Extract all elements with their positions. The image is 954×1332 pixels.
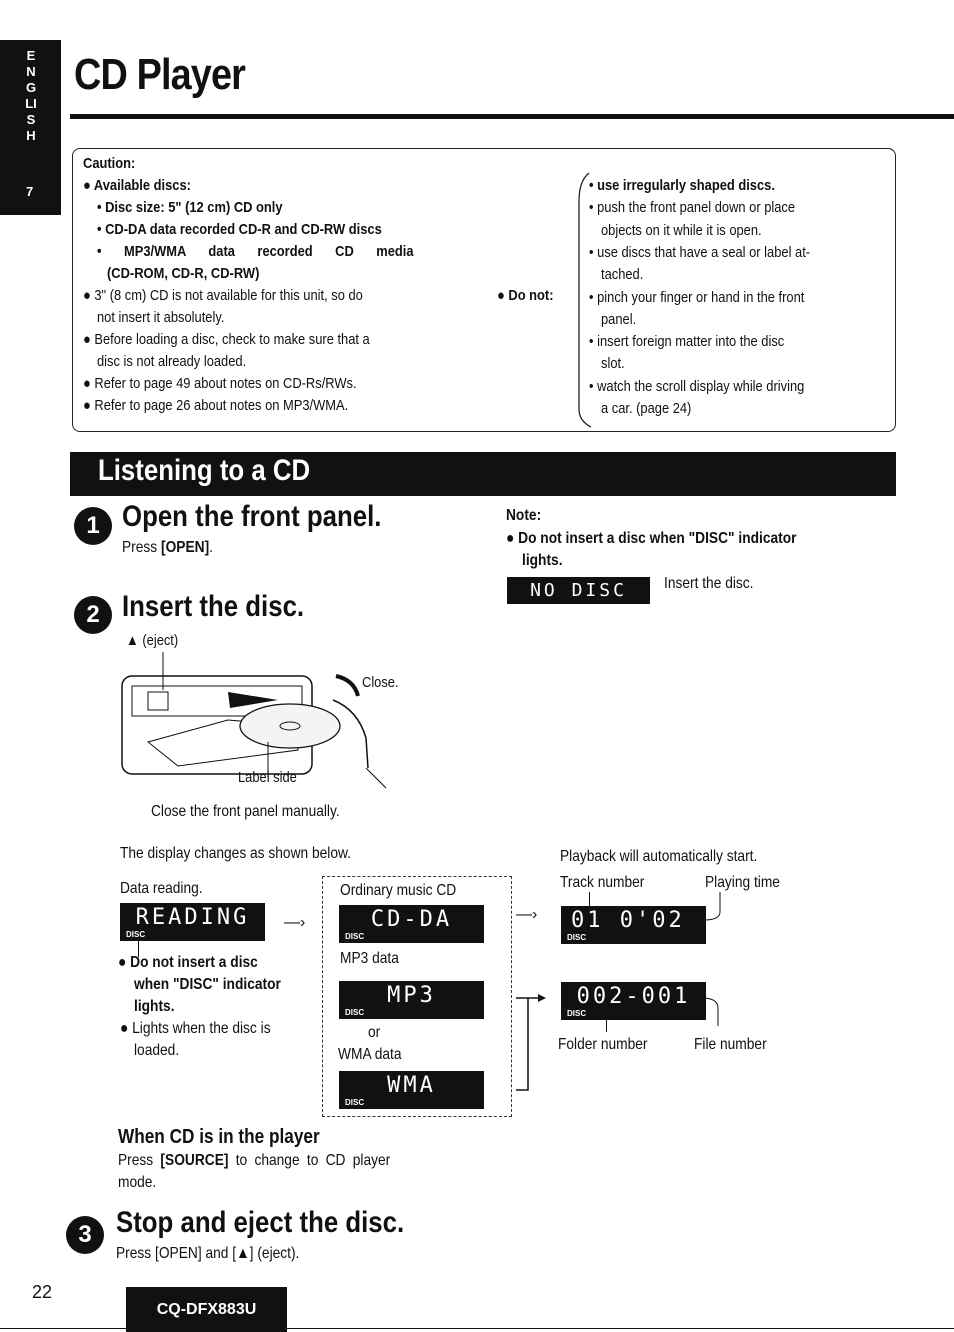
wma-display: WMA DISC xyxy=(339,1071,484,1109)
step-1-heading: Open the front panel. xyxy=(122,500,382,533)
caution-heading: Caution: xyxy=(83,155,136,172)
do-not-item: • watch the scroll display while driving xyxy=(589,377,805,395)
cdda-item: • CD-DA data recorded CD-R and CD-RW discs xyxy=(97,221,382,238)
section-header xyxy=(70,452,896,496)
lights-line-1: ● Lights when the disc is xyxy=(120,1020,271,1037)
note-loading: ● Before loading a disc, check to make sure that a xyxy=(83,331,370,348)
do-not-item: • use irregularly shaped discs. xyxy=(589,177,775,194)
footer-rule xyxy=(0,1328,954,1329)
lights-line-2: loaded. xyxy=(134,1042,180,1059)
source-key: [SOURCE] xyxy=(160,1152,229,1169)
when-cd-heading: When CD is in the player xyxy=(118,1126,320,1148)
do-not-item-cont: a car. (page 24) xyxy=(601,400,692,417)
note-cdr: ● Refer to page 49 about notes on CD-Rs/RWs. xyxy=(83,375,357,392)
open-key: [OPEN] xyxy=(160,539,210,556)
do-not-item: • use discs that have a seal or label at- xyxy=(589,243,811,261)
warn-line-1: ● Do not insert a disc xyxy=(118,954,258,971)
folder-file-display: 002-001 DISC xyxy=(561,982,706,1020)
no-disc-display: NO DISC xyxy=(507,577,650,604)
folder-number-label: Folder number xyxy=(558,1036,648,1053)
track-pointer xyxy=(589,892,590,906)
do-not-item-cont: slot. xyxy=(601,355,625,373)
disc-size-item: • Disc size: 5" (12 cm) CD only xyxy=(97,199,283,216)
title-rule xyxy=(70,114,954,119)
step-1-badge: 1 xyxy=(74,507,112,545)
display-intro: The display changes as shown below. xyxy=(120,845,352,862)
close-label: Close. xyxy=(362,674,399,691)
playback-text: Playback will automatically start. xyxy=(560,848,758,865)
disc-type-group-bottom xyxy=(322,1116,512,1117)
model-number: CQ-DFX883U xyxy=(126,1287,287,1332)
label-side-label: Label side xyxy=(238,769,297,786)
track-display: 01 0'02 DISC xyxy=(561,906,706,944)
section-title: Listening to a CD xyxy=(98,454,311,487)
track-number-label: Track number xyxy=(560,874,645,891)
arrow-to-track: ―› xyxy=(516,906,538,923)
do-not-label: ● Do not: xyxy=(497,287,554,304)
file-number-label: File number xyxy=(694,1036,767,1053)
chapter-number: 7 xyxy=(26,184,34,199)
warn-line-2: when "DISC" indicator xyxy=(134,976,281,993)
mp3wma-item: • MP3/WMA data recorded CD media xyxy=(97,243,414,260)
eject-label: ▲ (eject) xyxy=(126,632,179,649)
note-line-2: lights. xyxy=(522,552,563,569)
mp3-data-label: MP3 data xyxy=(340,950,399,967)
mp3wma-item-cont: (CD-ROM, CD-R, CD-RW) xyxy=(107,265,260,282)
language-tab xyxy=(0,40,61,215)
step-3-heading: Stop and eject the disc. xyxy=(116,1206,405,1239)
mp3-display: MP3 DISC xyxy=(339,981,484,1019)
when-cd-line-2: mode. xyxy=(118,1174,157,1191)
or-label: or xyxy=(368,1024,381,1041)
when-cd-line-1: Press [SOURCE] to change to CD player xyxy=(118,1152,391,1169)
do-not-item-cont: tached. xyxy=(601,266,644,284)
do-not-item: • pinch your finger or hand in the front xyxy=(589,288,805,306)
note-mp3wma: ● Refer to page 26 about notes on MP3/WMA. xyxy=(83,397,349,414)
warn-line-3: lights. xyxy=(134,998,175,1015)
step-2-badge: 2 xyxy=(74,596,112,634)
data-reading-label: Data reading. xyxy=(120,880,203,897)
note-loading-cont: disc is not already loaded. xyxy=(97,353,247,370)
note-heading: Note: xyxy=(506,507,542,524)
insert-disc-caption: Insert the disc. xyxy=(664,575,754,592)
note-line-1: ● Do not insert a disc when "DISC" indicator xyxy=(506,530,797,547)
file-pointer xyxy=(700,994,724,1028)
step-1-text: Press [OPEN]. xyxy=(122,539,213,556)
page-number: 22 xyxy=(32,1282,53,1302)
folder-pointer xyxy=(606,1016,607,1032)
arrow-to-disc-type: ―› xyxy=(284,914,306,931)
step-3-text: Press [OPEN] and [▲] (eject). xyxy=(116,1245,300,1262)
page-title: CD Player xyxy=(74,50,246,99)
wma-data-label: WMA data xyxy=(338,1046,402,1063)
close-manually-text: Close the front panel manually. xyxy=(151,803,340,820)
ordinary-cd-label: Ordinary music CD xyxy=(340,882,457,899)
reading-display: READING DISC xyxy=(120,903,265,941)
do-not-item: • push the front panel down or place xyxy=(589,199,796,217)
caution-box xyxy=(72,148,896,432)
do-not-item: • insert foreign matter into the disc xyxy=(589,333,785,351)
language-tab-letters: ENGLISH xyxy=(25,48,37,143)
note-3inch: ● 3" (8 cm) CD is not available for this unit, so do xyxy=(83,287,363,304)
mp3-wma-bracket xyxy=(512,994,552,1094)
do-not-item-cont: objects on it while it is open. xyxy=(601,221,762,239)
playing-time-label: Playing time xyxy=(705,874,780,891)
note-3inch-cont: not insert it absolutely. xyxy=(97,309,225,326)
cdda-display: CD-DA DISC xyxy=(339,905,484,943)
available-discs-label: ● Available discs: xyxy=(83,177,191,194)
step-2-heading: Insert the disc. xyxy=(122,590,305,623)
step-3-badge: 3 xyxy=(66,1216,104,1254)
do-not-item-cont: panel. xyxy=(601,310,637,328)
